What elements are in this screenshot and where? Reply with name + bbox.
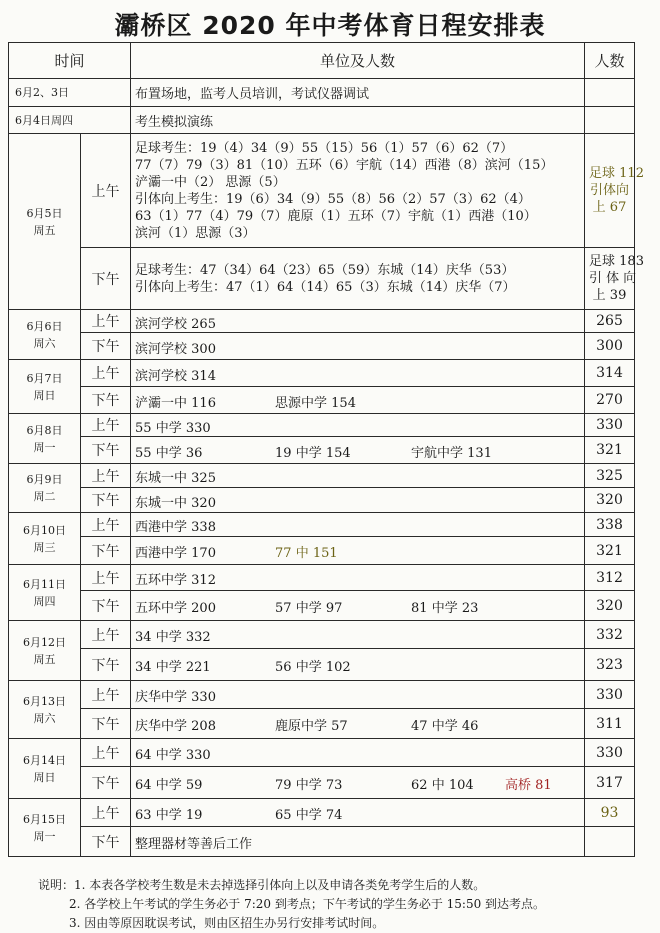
session-row — [9, 437, 635, 464]
session-row — [9, 513, 635, 537]
content-cell — [131, 488, 585, 513]
school-entry: 庆华中学 208 — [135, 719, 216, 734]
count-cell — [585, 248, 644, 310]
school-entry: 65 中学 74 — [275, 808, 343, 823]
period-cell: 下午 — [81, 537, 131, 565]
school-entry: 东城一中 320 — [135, 495, 216, 511]
date-cell: 6月2、3日 — [9, 79, 131, 107]
period-cell: 下午 — [81, 488, 131, 513]
period-cell: 上午 — [81, 360, 131, 387]
school-entry: 55 中学 330 — [135, 420, 211, 436]
entries — [135, 516, 580, 533]
content-cell: 考生模拟演练 — [131, 107, 585, 134]
content-cell — [131, 767, 585, 799]
entries — [135, 715, 580, 732]
session-row — [9, 464, 635, 488]
entries — [135, 338, 580, 355]
content-cell — [131, 681, 585, 709]
count-cell: 325 — [585, 464, 635, 488]
session-row — [9, 621, 635, 649]
count-cell — [585, 134, 644, 248]
session-row — [9, 591, 635, 621]
weekday-text: 周一 — [33, 440, 56, 454]
date-cell — [9, 681, 81, 739]
entries — [135, 686, 580, 703]
date-text: 6月12日 — [23, 635, 66, 649]
count-cell: 338 — [585, 513, 635, 537]
school-entry: 79 中学 73 — [275, 778, 343, 793]
entries — [135, 804, 580, 821]
period-cell: 下午 — [81, 333, 131, 360]
period-cell: 上午 — [81, 134, 131, 248]
session-row — [9, 387, 635, 414]
weekday-text: 周六 — [33, 336, 56, 350]
content-cell: 布置场地，监考人员培训，考试仪器调试 — [131, 79, 585, 107]
note-line — [38, 876, 648, 895]
session-row — [9, 360, 635, 387]
school-entry: 浐灞一中 116 — [135, 395, 216, 411]
session-row — [9, 799, 635, 827]
school-entry: 西港中学 338 — [135, 520, 216, 535]
weekday-text: 周二 — [33, 490, 56, 503]
entries — [135, 365, 580, 382]
schedule-body — [9, 79, 644, 857]
entries — [135, 833, 580, 850]
content-cell — [131, 310, 585, 333]
date-cell — [9, 739, 81, 799]
content-line: 浐灞一中（2） 思源（5） — [135, 174, 286, 190]
session-row — [9, 414, 635, 437]
school-entry: 64 中学 59 — [135, 778, 203, 793]
school-entry: 56 中学 102 — [275, 660, 351, 675]
content-cell — [131, 513, 585, 537]
school-entry: 宇航中学 131 — [411, 445, 492, 461]
count-line: 足球 112 — [589, 166, 644, 181]
school-entry: 57 中学 97 — [275, 601, 343, 616]
session-row — [9, 681, 635, 709]
count-cell: 320 — [585, 488, 635, 513]
count-line: 足球 183 — [589, 254, 644, 269]
note-line: 2. 各学校上午考试的学生务必于 7:20 到考点；下午考试的学生务必于 15:50 到达考点。 — [69, 897, 546, 911]
school-entry: 滨河学校 314 — [135, 368, 216, 384]
weekday-text: 周日 — [33, 770, 56, 784]
content-cell — [131, 464, 585, 488]
entries — [135, 656, 580, 673]
school-entry: 34 中学 332 — [135, 630, 211, 645]
content-line: 77（7）79（3）81（10）五环（6）宇航（14）西港（8）滨河（15） — [135, 157, 554, 173]
weekday-text: 周一 — [33, 829, 56, 843]
session-row — [9, 333, 635, 360]
entries — [135, 569, 580, 586]
content-cell — [131, 537, 585, 565]
weekday-text: 周六 — [33, 711, 56, 725]
entries — [135, 542, 580, 559]
entries — [135, 774, 580, 791]
school-entry: 庆华中学 330 — [135, 690, 216, 705]
period-cell: 下午 — [81, 248, 131, 310]
period-cell: 上午 — [81, 464, 131, 488]
date-text: 6月10日 — [23, 523, 66, 537]
count-line: 上 67 — [592, 200, 627, 215]
content-line: 引体向上考生：19（6）34（9）55（8）56（2）57（3）62（4） — [135, 191, 531, 207]
period-cell: 下午 — [81, 827, 131, 857]
date-text: 6月13日 — [23, 694, 66, 708]
content-line: 引体向上考生：47（1）64（14）65（3）东城（14）庆华（7） — [135, 279, 516, 295]
date-cell — [9, 565, 81, 621]
june5-pm-row — [9, 248, 635, 310]
school-entry: 47 中学 46 — [411, 719, 479, 734]
weekday-text: 周五 — [33, 652, 56, 666]
date-text: 6月6日 — [26, 319, 63, 333]
header-row — [9, 43, 635, 79]
content-cell — [131, 799, 585, 827]
period-cell: 下午 — [81, 591, 131, 621]
session-row — [9, 827, 635, 857]
count-cell — [585, 79, 635, 107]
school-entry: 77 中 151 — [275, 546, 338, 561]
date-cell — [9, 799, 81, 857]
date-text: 6月14日 — [23, 753, 66, 767]
header-count: 人数 — [585, 43, 635, 79]
school-entry: 东城一中 325 — [135, 471, 216, 486]
count-cell: 332 — [585, 621, 635, 649]
period-cell: 下午 — [81, 387, 131, 414]
entries — [135, 417, 580, 434]
school-entry: 西港中学 170 — [135, 546, 216, 561]
notes — [38, 876, 648, 933]
content-cell — [131, 333, 585, 360]
session-row — [9, 537, 635, 565]
period-cell: 下午 — [81, 709, 131, 739]
entries — [135, 744, 580, 761]
entries — [135, 492, 580, 509]
content-line: 足球考生：47（34）64（23）65（59）东城（14）庆华（53） — [135, 262, 515, 278]
content-cell — [131, 360, 585, 387]
header-time: 时间 — [9, 43, 131, 79]
date-cell: 6月4日周四 — [9, 107, 131, 134]
session-row — [9, 739, 635, 767]
period-cell: 上午 — [81, 799, 131, 827]
date-cell — [9, 464, 81, 513]
date-text: 6月11日 — [23, 577, 66, 591]
period-cell: 下午 — [81, 767, 131, 799]
date-text: 6月8日 — [26, 423, 63, 437]
school-entry: 19 中学 154 — [275, 445, 351, 461]
school-entry: 思源中学 154 — [275, 395, 356, 411]
period-cell: 上午 — [81, 414, 131, 437]
school-entry: 高桥 81 — [505, 778, 552, 793]
count-line: 上 39 — [592, 288, 627, 303]
entries — [135, 467, 580, 484]
schedule-table — [8, 42, 644, 857]
school-entry: 64 中学 330 — [135, 748, 211, 763]
weekday-text: 周三 — [33, 540, 56, 554]
count-cell: 317 — [585, 767, 635, 799]
count-cell: 323 — [585, 649, 635, 681]
date-cell — [9, 414, 81, 464]
content-cell — [131, 709, 585, 739]
school-entry: 滨河学校 265 — [135, 316, 216, 332]
period-cell: 上午 — [81, 739, 131, 767]
count-cell: 265 — [585, 310, 635, 333]
school-entry: 鹿原中学 57 — [275, 719, 348, 734]
school-entry: 整理器材等善后工作 — [135, 837, 253, 852]
school-entry: 63 中学 19 — [135, 808, 203, 823]
session-row — [9, 767, 635, 799]
content-cell — [131, 621, 585, 649]
entries — [135, 392, 580, 409]
content-cell — [131, 649, 585, 681]
period-cell: 上午 — [81, 310, 131, 333]
count-cell: 330 — [585, 739, 635, 767]
school-entry: 81 中学 23 — [411, 601, 479, 616]
school-entry: 滨河学校 300 — [135, 341, 216, 357]
count-cell: 320 — [585, 591, 635, 621]
content-cell — [131, 739, 585, 767]
weekday-text: 周日 — [33, 388, 56, 402]
date-cell — [9, 134, 81, 310]
count-cell — [585, 107, 635, 134]
count-cell: 314 — [585, 360, 635, 387]
content-cell — [131, 134, 585, 248]
date-cell — [9, 621, 81, 681]
count-line: 引 体 向 — [589, 271, 637, 286]
session-row — [9, 649, 635, 681]
content-cell — [131, 827, 585, 857]
count-cell: 93 — [585, 799, 635, 827]
entries — [135, 442, 580, 459]
count-cell: 330 — [585, 681, 635, 709]
date-cell — [9, 513, 81, 565]
date-text: 6月5日 — [26, 206, 63, 220]
content-line: 63（1）77（4）79（7）鹿原（1）五环（7）宇航（1）西港（10） — [135, 208, 537, 224]
date-text: 6月9日 — [26, 473, 63, 486]
school-entry: 五环中学 312 — [135, 573, 216, 588]
june5-am-row — [9, 134, 635, 248]
page-title: 灞桥区 2020 年中考体育日程安排表 — [114, 11, 546, 40]
note-text: 1. 本表各学校考生数是未去掉选择引体向上以及申请各类免考学生后的人数。 — [74, 878, 486, 892]
count-cell: 311 — [585, 709, 635, 739]
date-cell — [9, 360, 81, 414]
count-cell: 312 — [585, 565, 635, 591]
school-entry: 五环中学 200 — [135, 601, 216, 616]
session-row — [9, 488, 635, 513]
session-row — [9, 709, 635, 739]
entries — [135, 313, 580, 330]
count-cell: 300 — [585, 333, 635, 360]
period-cell: 上午 — [81, 681, 131, 709]
header-units: 单位及人数 — [131, 43, 585, 79]
period-cell: 下午 — [81, 649, 131, 681]
count-cell: 321 — [585, 437, 635, 464]
period-cell: 下午 — [81, 437, 131, 464]
entries — [135, 626, 580, 643]
count-cell: 321 — [585, 537, 635, 565]
content-cell — [131, 437, 585, 464]
note-line: 3. 因由等原因耽误考试，则由区招生办另行安排考试时间。 — [69, 916, 385, 930]
school-entry: 34 中学 221 — [135, 660, 211, 675]
weekday-text: 周四 — [33, 594, 56, 608]
date-text: 6月15日 — [23, 812, 66, 826]
prep-row — [9, 79, 635, 107]
count-cell: 330 — [585, 414, 635, 437]
session-row — [9, 310, 635, 333]
weekday-text: 周五 — [33, 223, 56, 237]
content-cell — [131, 414, 585, 437]
content-line: 足球考生：19（4）34（9）55（15）56（1）57（6）62（7） — [135, 140, 514, 156]
period-cell: 上午 — [81, 621, 131, 649]
content-cell — [131, 248, 585, 310]
prep-row — [9, 107, 635, 134]
school-entry: 55 中学 36 — [135, 445, 203, 461]
period-cell: 上午 — [81, 565, 131, 591]
notes-label: 说明： — [38, 878, 75, 892]
date-text: 6月7日 — [26, 371, 63, 385]
count-line: 引体向 — [590, 183, 630, 198]
date-cell — [9, 310, 81, 360]
content-cell — [131, 591, 585, 621]
period-cell: 上午 — [81, 513, 131, 537]
count-cell: 270 — [585, 387, 635, 414]
school-entry: 62 中 104 — [411, 778, 474, 793]
content-cell — [131, 565, 585, 591]
content-line: 滨河（1）思源（3） — [135, 225, 256, 241]
count-cell — [585, 827, 635, 857]
entries — [135, 597, 580, 614]
session-row — [9, 565, 635, 591]
content-cell — [131, 387, 585, 414]
